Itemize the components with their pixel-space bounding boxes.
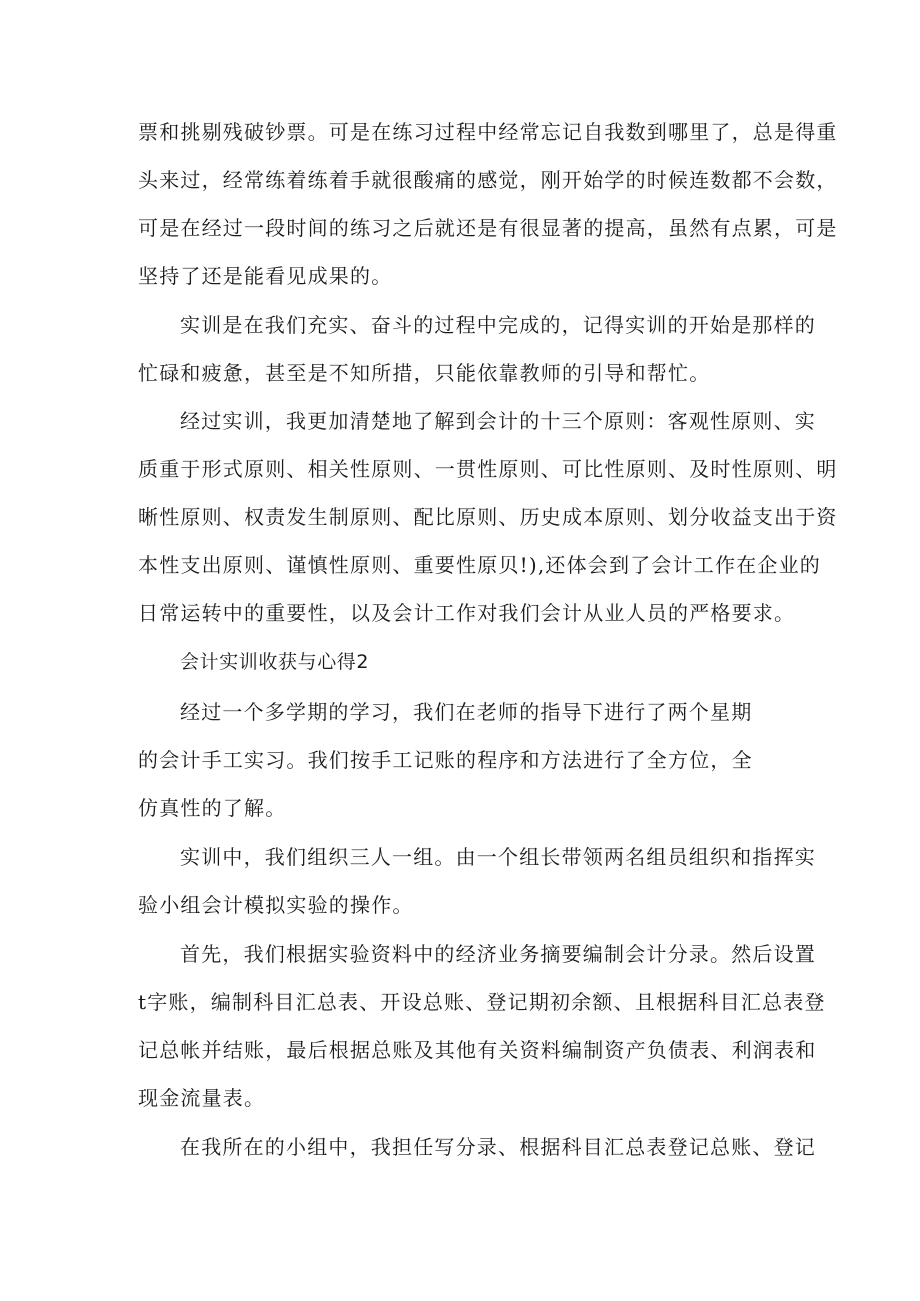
paragraph-line: 记总帐并结账，最后根据总账及其他有关资料编制资产负债表、利润表和	[138, 1038, 817, 1062]
paragraph-line: 的会计手工实习。我们按手工记账的程序和方法进行了全方位，全	[138, 748, 753, 772]
paragraph-line: 验小组会计模拟实验的操作。	[138, 893, 414, 917]
paragraph-line: 晰性原则、权责发生制原则、配比原则、历史成本原则、划分收益支出于资	[138, 505, 838, 529]
paragraph-line: 首先，我们根据实验资料中的经济业务摘要编制会计分录。然后设置	[180, 942, 816, 966]
paragraph-line: 本性支出原则、谨慎性原则、重要性原贝!),还体会到了会计工作在企业的	[138, 553, 821, 577]
paragraph-line: 实训中，我们组织三人一组。由一个组长带领两名组员组织和指挥实	[180, 845, 816, 869]
paragraph-line: 坚持了还是能看见成果的。	[138, 264, 393, 288]
paragraph-line: 可是在经过一段时间的练习之后就还是有很显著的提高，虽然有点累，可是	[138, 216, 838, 240]
paragraph-line: 质重于形式原则、相关性原则、一贯性原则、可比性原则、及时性原则、明	[138, 457, 838, 481]
paragraph-line: 在我所在的小组中，我担任写分录、根据科目汇总表登记总账、登记	[180, 1135, 816, 1159]
paragraph-line: 忙碌和疲惫，甚至是不知所措，只能依靠教师的引导和帮忙。	[138, 361, 711, 385]
paragraph-line: 头来过，经常练着练着手就很酸痛的感觉，刚开始学的时候连数都不会数，	[138, 168, 838, 192]
paragraph-line: 实训是在我们充实、奋斗的过程中完成的，记得实训的开始是那样的	[180, 313, 816, 337]
section-heading: 会计实训收获与心得2	[180, 651, 370, 673]
paragraph-line: 票和挑剔残破钞票。可是在练习过程中经常忘记自我数到哪里了，总是得重	[138, 120, 838, 144]
paragraph-line: 现金流量表。	[138, 1086, 266, 1110]
paragraph-line: 仿真性的了解。	[138, 796, 287, 820]
paragraph-line: 经过实训，我更加清楚地了解到会计的十三个原则：客观性原则、实	[180, 409, 816, 433]
paragraph-line: 经过一个多学期的学习，我们在老师的指导下进行了两个星期	[180, 700, 753, 724]
paragraph-line: t字账，编制科目汇总表、开设总账、登记期初余额、且根据科目汇总表登	[138, 990, 826, 1014]
paragraph-line: 日常运转中的重要性，以及会计工作对我们会计从业人员的严格要求。	[138, 601, 796, 625]
